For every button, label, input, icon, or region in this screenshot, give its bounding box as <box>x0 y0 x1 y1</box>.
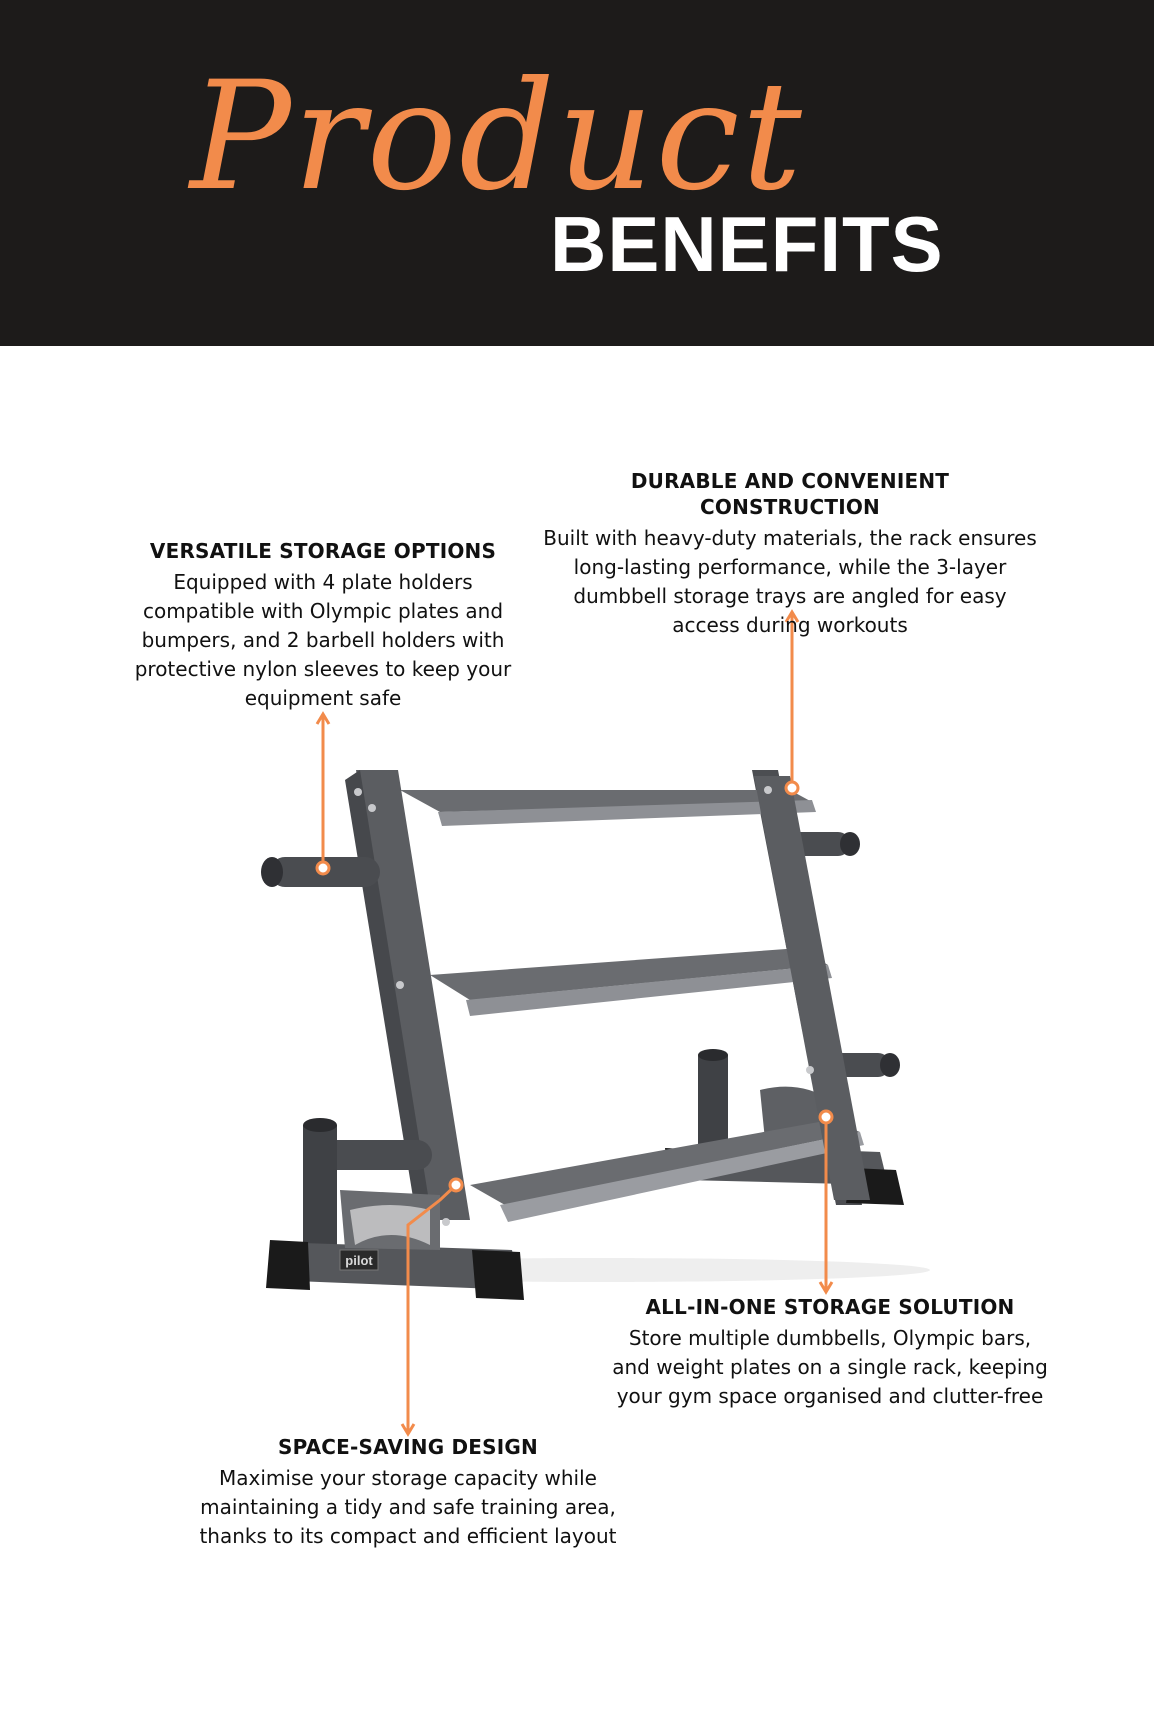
benefit-space-saving-title: SPACE-SAVING DESIGN <box>278 1435 538 1459</box>
benefit-versatile <box>120 538 526 713</box>
barbell-holder-back-top <box>698 1049 728 1061</box>
benefit-space-saving <box>188 1434 628 1551</box>
plate-horn-left-bottom <box>322 1140 432 1170</box>
benefit-all-in-one <box>608 1294 1052 1411</box>
bold-title: BENEFITS <box>550 200 944 288</box>
benefit-space-saving-body: Maximise your storage capacity while maintaining a tidy and safe training area, thanks to its compact and efficient layout <box>199 1466 617 1548</box>
benefit-durable <box>540 468 1040 640</box>
script-title: Product <box>190 50 804 224</box>
callout-dot-all-in-one <box>820 1111 832 1123</box>
barbell-holder-front-top <box>303 1118 337 1132</box>
benefit-versatile-title: VERSATILE STORAGE OPTIONS <box>149 539 497 563</box>
benefit-durable-body: Built with heavy-duty materials, the rack ensures long-lasting performance, while the 3-layer dumbbell storage trays are angled for easy access during workouts <box>543 526 1037 637</box>
benefit-all-in-one-body: Store multiple dumbbells, Olympic bars, and weight plates on a single rack, keeping your gym space organised and clutter-free <box>612 1326 1048 1408</box>
rack-front-foot-left <box>266 1240 310 1290</box>
barbell-holder-front <box>303 1125 337 1260</box>
callout-dot-versatile <box>317 862 329 874</box>
callout-dot-durable <box>786 782 798 794</box>
benefit-versatile-body: Equipped with 4 plate holders compatible with Olympic plates and bumpers, and 2 barbell holders with protective nylon sleeves to keep your equipment safe <box>134 570 512 710</box>
benefit-all-in-one-title: ALL-IN-ONE STORAGE SOLUTION <box>645 1295 1015 1319</box>
benefit-durable-title: DURABLE AND CONVENIENT CONSTRUCTION <box>630 469 950 519</box>
pilot-logo-text: pilot <box>345 1253 373 1268</box>
callout-dot-space-saving <box>450 1179 462 1191</box>
rack-front-foot-right <box>472 1250 524 1300</box>
